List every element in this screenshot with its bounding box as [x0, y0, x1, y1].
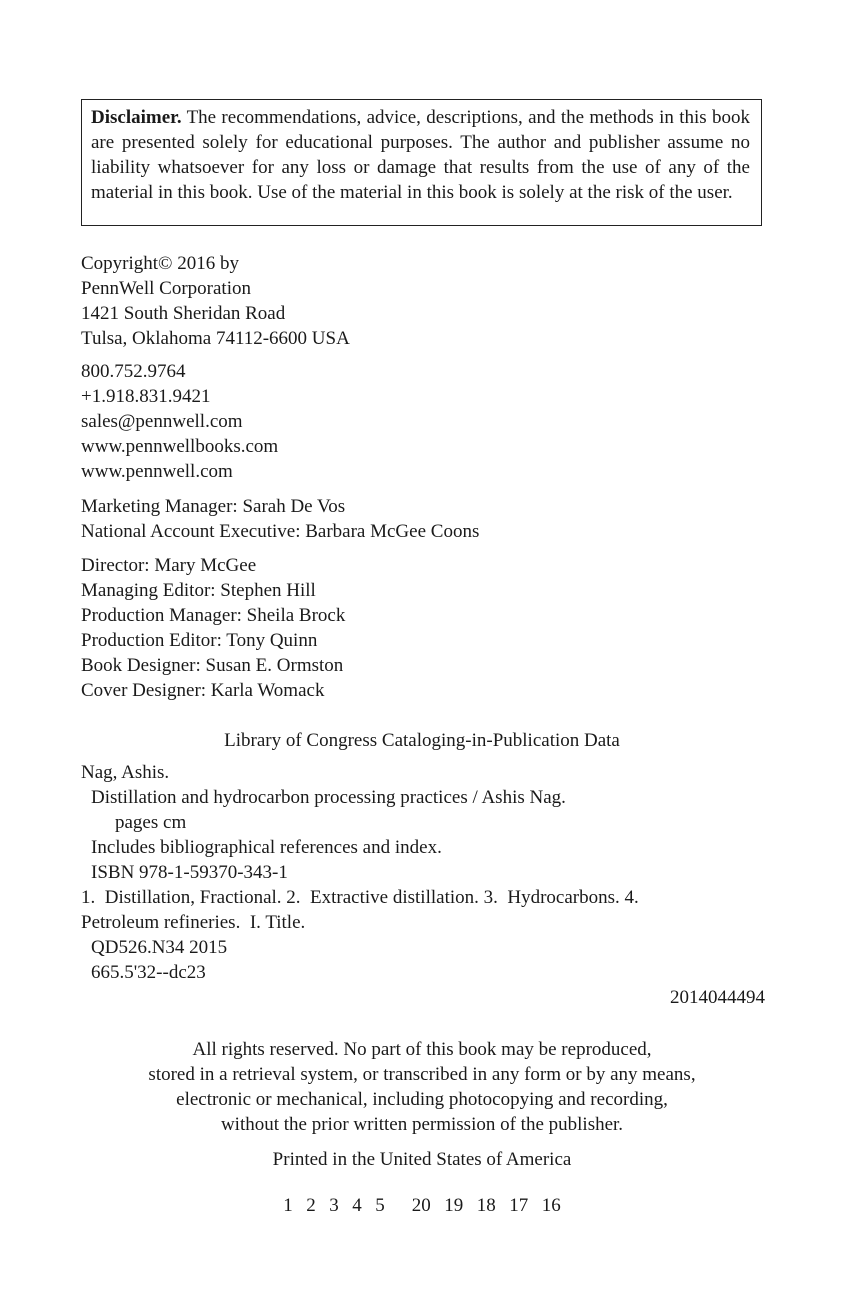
account-executive: National Account Executive: Barbara McGee Coons — [81, 521, 480, 542]
disclaimer-label: Disclaimer. — [91, 107, 182, 128]
cip-title: Library of Congress Cataloging-in-Publication Data — [224, 730, 620, 751]
disclaimer-text: The recommendations, advice, descriptions, and the methods in this book are presented solely for educational purposes. The author and publisher assume no liability whatsoever for any loss or damage that results from the use of any of the material in this book. Use of the material in this book is solely at the risk of the user. — [91, 107, 750, 203]
printing-number-line: 1 2 3 4 5 20 19 18 17 16 — [283, 1195, 561, 1216]
cip-isbn: ISBN 978-1-59370-343-1 — [91, 862, 288, 883]
staff-managing-editor: Managing Editor: Stephen Hill — [81, 580, 316, 601]
cip-includes: Includes bibliographical references and index. — [91, 837, 442, 858]
website-main: www.pennwell.com — [81, 461, 233, 482]
staff-director: Director: Mary McGee — [81, 555, 257, 576]
sales-email: sales@pennwell.com — [81, 411, 243, 432]
cip-ddc: 665.5'32--dc23 — [91, 962, 206, 983]
publisher-street: 1421 South Sheridan Road — [81, 303, 286, 324]
phone-intl: +1.918.831.9421 — [81, 386, 211, 407]
disclaimer-box — [81, 99, 762, 226]
cip-author: Nag, Ashis. — [81, 762, 170, 783]
phone-tollfree: 800.752.9764 — [81, 361, 186, 382]
staff-production-manager: Production Manager: Sheila Brock — [81, 605, 346, 626]
staff-block — [81, 553, 345, 703]
rights-line: All rights reserved. No part of this book may be reproduced, — [192, 1039, 652, 1060]
marketing-block — [81, 494, 479, 544]
cip-pages: pages cm — [115, 812, 187, 833]
copyright-line: Copyright© 2016 by — [81, 253, 239, 274]
cip-block — [81, 760, 765, 1010]
rights-line: electronic or mechanical, including photocopying and recording, — [176, 1089, 668, 1110]
printed-in: Printed in the United States of America — [272, 1149, 572, 1170]
cip-lcc: QD526.N34 2015 — [91, 937, 228, 958]
contact-block — [81, 359, 278, 484]
staff-production-editor: Production Editor: Tony Quinn — [81, 630, 318, 651]
publisher-name: PennWell Corporation — [81, 278, 251, 299]
copyright-block — [81, 251, 350, 351]
cip-book-title: Distillation and hydrocarbon processing practices / Ashis Nag. — [91, 787, 566, 808]
rights-line: stored in a retrieval system, or transcribed in any form or by any means, — [148, 1064, 696, 1085]
rights-statement — [0, 1037, 844, 1137]
website-books: www.pennwellbooks.com — [81, 436, 279, 457]
cip-subjects-line1: 1. Distillation, Fractional. 2. Extractive distillation. 3. Hydrocarbons. 4. — [81, 887, 639, 908]
cip-subjects-line2: Petroleum refineries. I. Title. — [81, 912, 306, 933]
rights-line: without the prior written permission of the publisher. — [220, 1114, 624, 1135]
cip-lccn: 2014044494 — [670, 987, 765, 1008]
publisher-city: Tulsa, Oklahoma 74112-6600 USA — [81, 328, 350, 349]
staff-book-designer: Book Designer: Susan E. Ormston — [81, 655, 344, 676]
staff-cover-designer: Cover Designer: Karla Womack — [81, 680, 325, 701]
marketing-manager: Marketing Manager: Sarah De Vos — [81, 496, 346, 517]
